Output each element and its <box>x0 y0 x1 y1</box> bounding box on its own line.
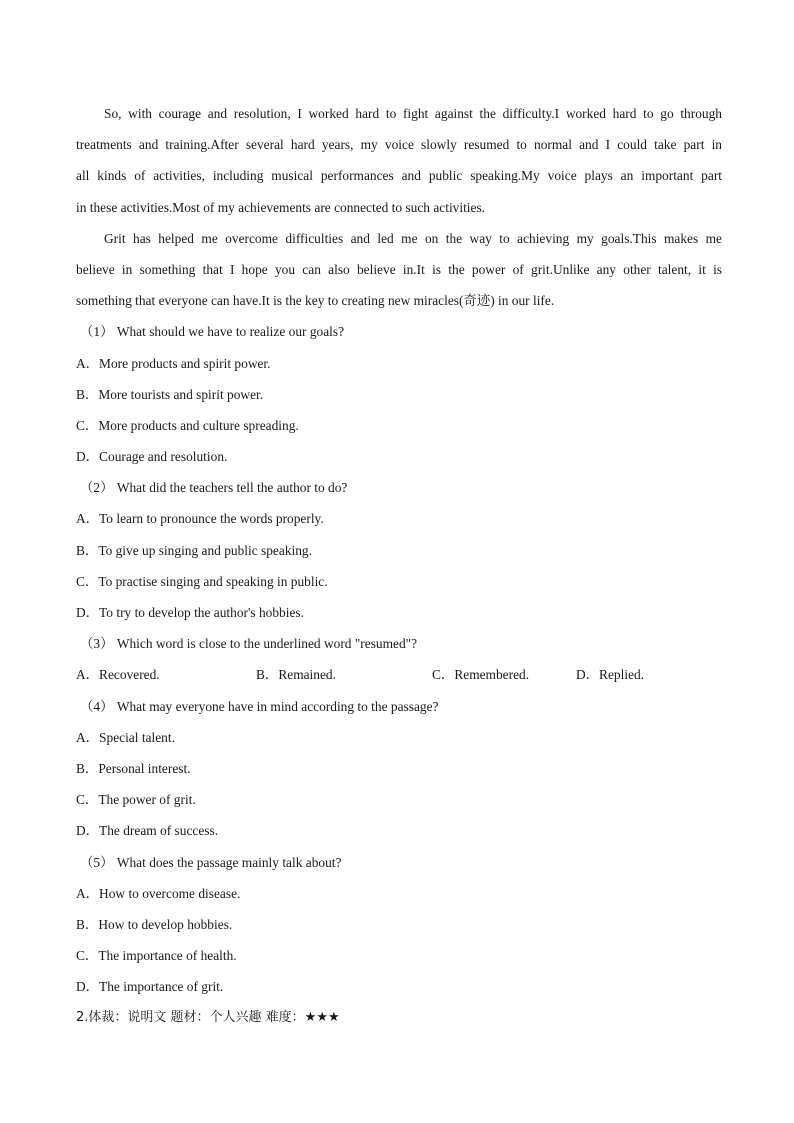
option-d: D．Replied. <box>576 667 645 683</box>
question-text: Which word is close to the underlined word "resumed"? <box>116 636 418 652</box>
passage-line: believe in something that I hope you can also believe in.It is the power of grit.Unlike any other talent, it is <box>76 261 722 277</box>
question-stem <box>76 472 722 503</box>
question-number: （5） <box>80 854 114 870</box>
option-a: A．To learn to pronounce the words properly. <box>76 511 324 527</box>
option-b: B．To give up singing and public speaking. <box>76 542 312 558</box>
passage-line: something that everyone can have.It is the key to creating new miracles(奇迹) in our life. <box>76 293 555 309</box>
passage-paragraph-2 <box>76 223 722 317</box>
passage-line: treatments and training.After several hard years, my voice slowly resumed to normal and I could take part in <box>76 137 722 153</box>
option-c: C．The power of grit. <box>76 792 196 808</box>
passage-line: all kinds of activities, including musical performances and public speaking.My voice plays an important part <box>76 168 722 184</box>
question-3 <box>76 628 722 690</box>
option-b: B．Personal interest. <box>76 760 191 776</box>
option-c: C．Remembered. <box>432 667 530 683</box>
passage-line: So, with courage and resolution, I worked hard to fight against the difficulty.I worked hard to go through <box>104 106 722 121</box>
question-stem <box>76 628 722 659</box>
option-c: C．The importance of health. <box>76 948 237 964</box>
option-c: C．To practise singing and speaking in public. <box>76 573 328 589</box>
question-text: What may everyone have in mind according to the passage? <box>116 698 439 714</box>
passage-paragraph-1 <box>76 98 722 223</box>
question-number: （3） <box>80 636 114 652</box>
question-4 <box>76 691 722 847</box>
question-stem <box>76 847 722 878</box>
option-d: D．The importance of grit. <box>76 979 224 995</box>
option-d: D．The dream of success. <box>76 823 219 839</box>
question-1 <box>76 316 722 472</box>
option-b: B．Remained. <box>256 667 336 683</box>
option-b: B．More tourists and spirit power. <box>76 386 264 402</box>
question-5 <box>76 847 722 1003</box>
option-d: D．Courage and resolution. <box>76 449 228 465</box>
passage-line: Grit has helped me overcome difficulties and led me on the way to achieving my goals.This makes me <box>104 230 722 246</box>
passage-line: in these activities.Most of my achievements are connected to such activities. <box>76 199 486 215</box>
question-number: （2） <box>80 480 114 496</box>
question-number: （4） <box>80 698 114 714</box>
next-section-heading: 2.体裁：说明文 题材：个人兴趣 难度：★★★ <box>76 1010 340 1026</box>
question-text: What does the passage mainly talk about? <box>116 854 342 870</box>
document-content <box>76 98 722 1034</box>
option-a: A．More products and spirit power. <box>76 355 271 371</box>
question-2 <box>76 472 722 628</box>
option-d: D．To try to develop the author's hobbies. <box>76 605 304 620</box>
option-b: B．How to develop hobbies. <box>76 916 233 932</box>
option-c: C．More products and culture spreading. <box>76 417 299 433</box>
option-a: A．Recovered. <box>76 667 160 683</box>
option-a: A．Special talent. <box>76 729 175 745</box>
option-a: A．How to overcome disease. <box>76 885 241 901</box>
question-number: （1） <box>80 324 114 340</box>
options-row <box>76 659 722 690</box>
question-stem <box>76 691 722 722</box>
question-stem <box>76 316 722 347</box>
question-text: What should we have to realize our goals? <box>116 324 345 340</box>
question-text: What did the teachers tell the author to do? <box>116 480 348 496</box>
